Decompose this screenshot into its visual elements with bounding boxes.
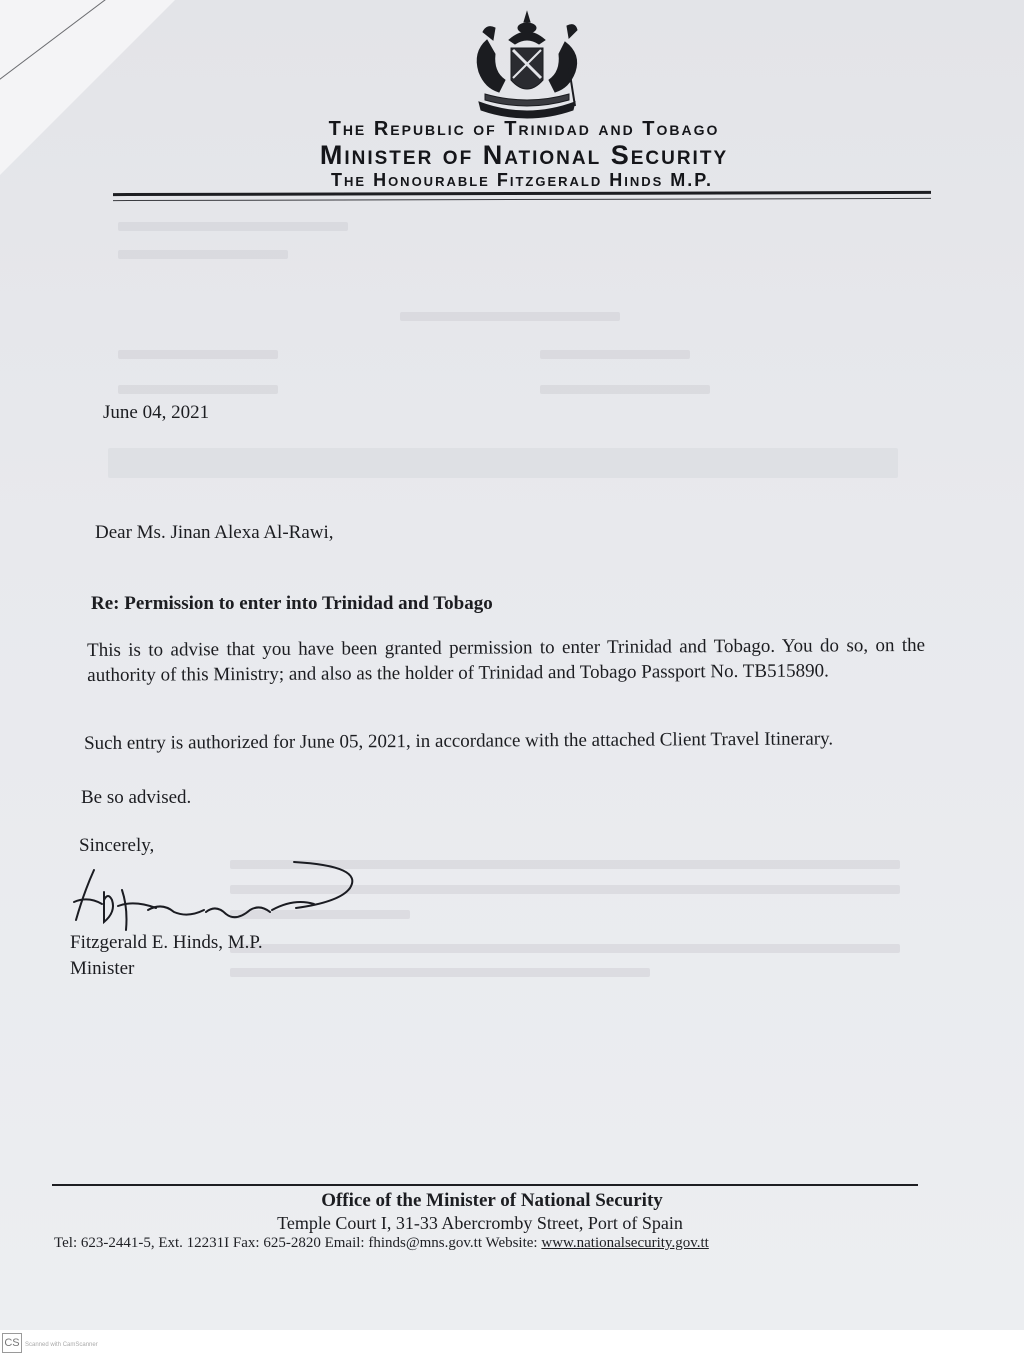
footer-contact-details: Tel: 623-2441-5, Ext. 12231I Fax: 625-2820 Email: fhinds@mns.gov.tt Website: [54, 1235, 542, 1251]
footer-rule [52, 1184, 918, 1186]
footer-website-link[interactable]: www.nationalsecurity.gov.tt [541, 1235, 709, 1251]
scanner-strip [0, 1330, 1024, 1357]
coat-of-arms-icon [465, 10, 589, 122]
footer-contact [54, 1235, 709, 1252]
handwritten-signature [64, 852, 364, 942]
show-through-text [230, 944, 900, 953]
camscanner-logo: CS [2, 1333, 22, 1353]
show-through-table [108, 448, 898, 478]
footer-office: Office of the Minister of National Security [321, 1190, 663, 1211]
subject-line: Re: Permission to enter into Trinidad and Tobago [91, 593, 493, 614]
footer-address: Temple Court I, 31-33 Abercromby Street, Port of Spain [277, 1213, 683, 1233]
show-through-text [540, 385, 710, 394]
show-through-text [118, 385, 278, 394]
letterhead-country: The Republic of Trinidad and Tobago [328, 118, 720, 140]
signatory-name: Fitzgerald E. Hinds, M.P. [70, 932, 263, 953]
header-rule [113, 191, 931, 196]
letterhead-minister-name: The Honourable Fitzgerald Hinds M.P. [331, 170, 713, 190]
closing-line: Be so advised. [81, 787, 192, 808]
show-through-text [118, 350, 278, 359]
show-through-text [118, 222, 348, 231]
signatory-title: Minister [70, 958, 135, 979]
show-through-text [540, 350, 690, 359]
body-paragraph-2: Such entry is authorized for June 05, 2021, in accordance with the attached Client Travel Itinerary. [84, 728, 834, 754]
show-through-text [118, 250, 288, 259]
body-paragraph-1: This is to advise that you have been granted permission to enter Trinidad and Tobago. You do so, on the authority of this Ministry; and also as the holder of Trinidad and Tobago Passport No. TB515890. [87, 634, 926, 686]
salutation: Dear Ms. Jinan Alexa Al-Rawi, [95, 522, 334, 543]
show-through-text [400, 312, 620, 321]
camscanner-label: Scanned with CamScanner [25, 1342, 98, 1348]
sign-off: Sincerely, [79, 835, 155, 856]
letterhead-office: Minister of National Security [319, 140, 729, 170]
show-through-text [230, 968, 650, 977]
letter-date: June 04, 2021 [103, 402, 210, 423]
header-rule-thin [113, 198, 931, 201]
